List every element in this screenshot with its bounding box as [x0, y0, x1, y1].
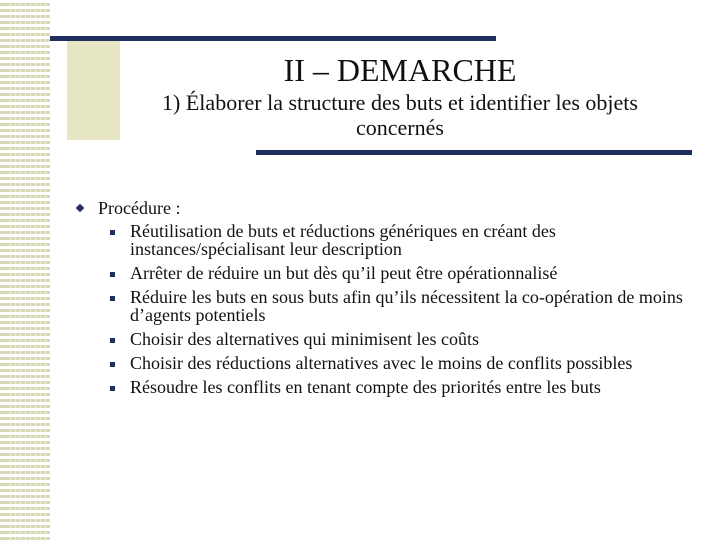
title-top-rule — [50, 36, 496, 41]
decorative-stripes — [0, 0, 50, 540]
list-item-text: Réduire les buts en sous buts afin qu’ils nécessitent la co-opération de moins d’agents potentiels — [130, 287, 683, 325]
list-item — [75, 330, 705, 348]
title-bottom-rule — [256, 150, 692, 155]
list-item-text: Choisir des réductions alternatives avec le moins de conflits possibles — [130, 353, 633, 373]
square-bullet-icon — [110, 230, 115, 235]
square-bullet-icon — [110, 296, 115, 301]
slide-body — [75, 198, 705, 402]
square-bullet-icon — [110, 362, 115, 367]
square-bullet-icon — [110, 338, 115, 343]
square-bullet-icon — [110, 386, 115, 391]
list-item — [75, 264, 705, 282]
slide-title: II – DEMARCHE — [283, 52, 517, 88]
diamond-bullet-icon — [76, 204, 84, 212]
square-bullet-icon — [110, 272, 115, 277]
procedure-list — [75, 222, 705, 396]
procedure-heading: Procédure : — [98, 198, 181, 218]
list-item-text: Réutilisation de buts et réductions génériques en créant des instances/spécialisant leur description — [130, 221, 556, 259]
list-item — [75, 222, 705, 258]
list-item-text: Choisir des alternatives qui minimisent les coûts — [130, 329, 479, 349]
procedure-bullet — [75, 198, 705, 218]
list-item — [75, 288, 705, 324]
list-item-text: Résoudre les conflits en tenant compte des priorités entre les buts — [130, 377, 601, 397]
list-item-text: Arrêter de réduire un but dès qu’il peut être opérationnalisé — [130, 263, 558, 283]
slide-subtitle: 1) Élaborer la structure des buts et identifier les objets concernés — [162, 90, 638, 140]
list-item — [75, 354, 705, 372]
list-item — [75, 378, 705, 396]
